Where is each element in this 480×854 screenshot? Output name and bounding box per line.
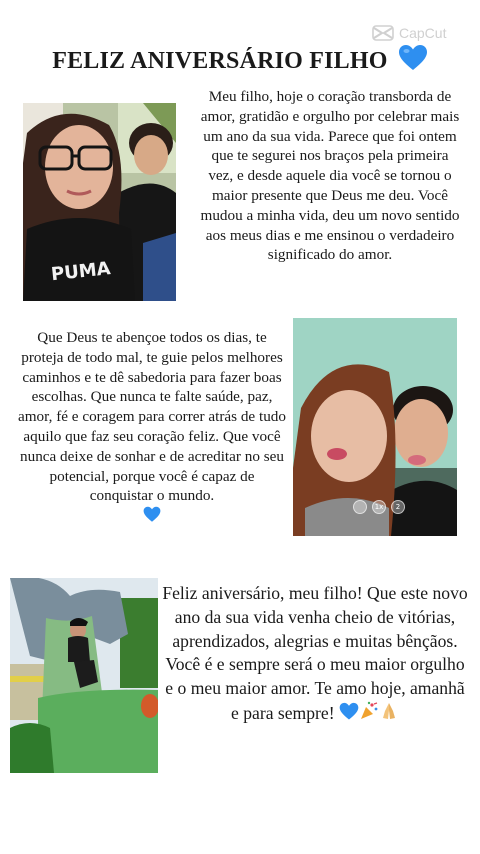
carousel-dot bbox=[353, 500, 367, 514]
paragraph-blessings-text: Que Deus te abençoe todos os dias, te proteja de todo mal, te guie pelos melhores caminhos e te dê sabedoria para fazer boas escolhas. Que nunca te falte saúde, paz, amor, fé e coragem para correr atrás de tudo aquilo que faz seu coração feliz. Que você nunca deixe de sonhar e de acreditar no seu potencial, porque você é capaz de conquistar o mundo. bbox=[18, 329, 286, 505]
paragraph-blessings bbox=[18, 328, 286, 527]
page-title bbox=[0, 44, 480, 75]
watermark-text: CapCut bbox=[399, 25, 447, 41]
blue-heart-icon bbox=[398, 44, 428, 72]
son-dinosaur-statue-photo bbox=[10, 578, 158, 773]
carousel-dot-1x: 1x bbox=[372, 500, 386, 514]
carousel-dot-2: 2 bbox=[391, 500, 405, 514]
title-text: FELIZ ANIVERSÁRIO FILHO bbox=[52, 48, 388, 74]
mother-son-selfie-photo bbox=[23, 103, 176, 301]
paragraph-birthday-intro: Meu filho, hoje o coração transborda de amor, gratidão e orgulho por celebrar mais um ano da sua vida. Parece que foi ontem que te segurei nos braços pela primeira vez, e desde aquele dia você se tornou o maior presente que Deus me deu. Você mudou a minha vida, deu um novo sentido aos meus dias e me ensinou o verdadeiro significado do amor. bbox=[200, 88, 460, 264]
praying-hands-icon bbox=[379, 701, 399, 721]
carousel-dots bbox=[353, 500, 405, 514]
blue-heart-icon bbox=[339, 702, 359, 721]
paragraph-birthday-wishes-text: Feliz aniversário, meu filho! Que este novo ano da sua vida venha cheio de vitórias, aprendizados, alegrias e muitas bênçãos. Você é e sempre será o meu maior orgulho e o meu maior amor. Te amo hoje, amanhã e para sempre! bbox=[162, 583, 468, 723]
paragraph-birthday-wishes bbox=[162, 582, 468, 726]
party-popper-icon bbox=[359, 701, 379, 721]
capcut-logo-icon bbox=[372, 24, 394, 42]
shirt-text: PUMA bbox=[50, 258, 112, 286]
capcut-watermark bbox=[372, 22, 476, 44]
blue-heart-icon bbox=[143, 506, 161, 523]
mother-son-tongue-selfie-photo bbox=[293, 318, 457, 536]
